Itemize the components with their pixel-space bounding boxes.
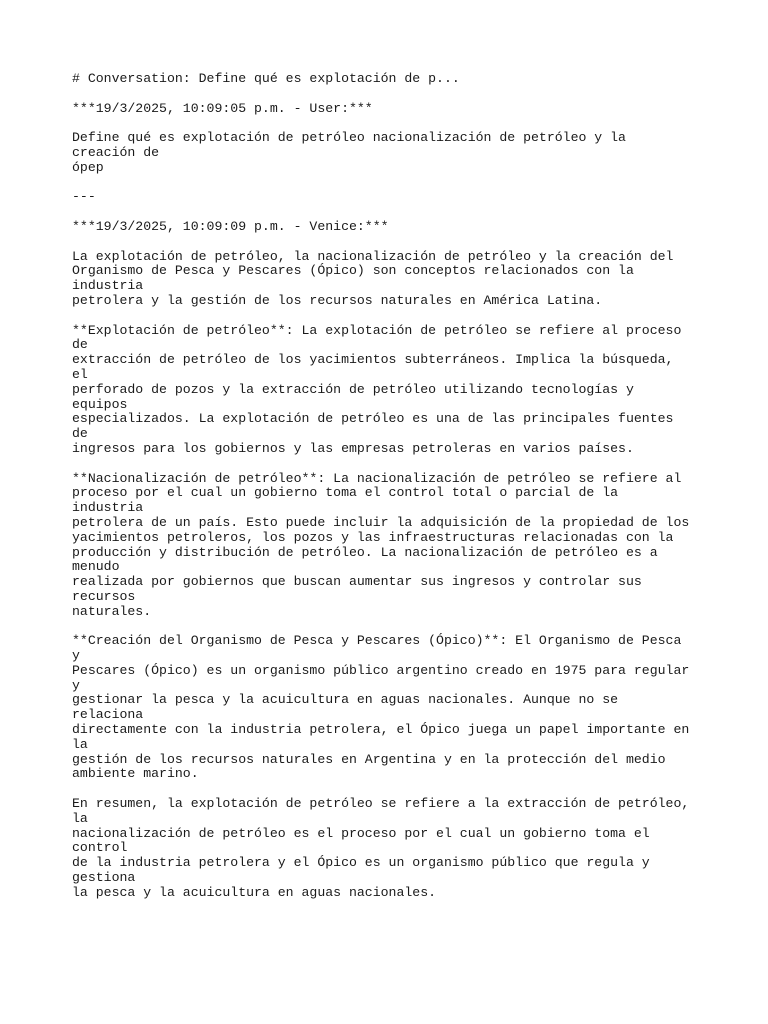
paragraph-opico: **Creación del Organismo de Pesca y Pescares (Ópico)**: El Organismo de Pesca y Pescares (Ópico) es un organismo público argentino creado en 1975 para regular y gestionar la pesca y la acuicultura en aguas nacionales. Aunque no se relaciona directamente con la industria petrolera, el Ópico juega un papel importante en la gestión de los recursos naturales en Argentina y en la protección del medio ambiente marino. [72, 633, 690, 782]
paragraph-intro: La explotación de petróleo, la nacionalización de petróleo y la creación del Organismo de Pesca y Pescares (Ópico) son conceptos relacionados con la industria petrolera y la gestión de los recursos naturales en América Latina. [72, 248, 674, 308]
paragraph-explotacion: **Explotación de petróleo**: La explotación de petróleo se refiere al proceso de extracción de petróleo de los yacimientos subterráneos. Implica la búsqueda, el perforado de pozos y la extracción de petróleo utilizando tecnologías y equipos especializados. La explotación de petróleo es una de las principales fuentes de ingresos para los gobiernos y las empresas petroleras en varios países. [72, 322, 682, 456]
user-message: Define qué es explotación de petróleo nacionalización de petróleo y la creación de ópep [72, 130, 626, 175]
paragraph-nacionalizacion: **Nacionalización de petróleo**: La nacionalización de petróleo se refiere al proceso por el cual un gobierno toma el control total o parcial de la industria petrolera de un país. Esto puede incluir la adquisición de la propiedad de los yacimientos petroleros, los pozos y las infraestructuras relacionadas con la producción y distribución de petróleo. La nacionalización de petróleo es a menudo realizada por gobiernos que buscan aumentar sus ingresos y controlar sus recursos naturales. [72, 470, 690, 619]
assistant-message-header: ***19/3/2025, 10:09:09 p.m. - Venice:*** [72, 218, 389, 234]
user-message-header: ***19/3/2025, 10:09:05 p.m. - User:*** [72, 100, 373, 116]
separator: --- [72, 189, 96, 205]
document-page [72, 72, 696, 915]
paragraph-resumen: En resumen, la explotación de petróleo se refiere a la extracción de petróleo, la nacionalización de petróleo es el proceso por el cual un gobierno toma el control de la industria petrolera y el Ópico es un organismo público que regula y gestiona la pesca y la acuicultura en aguas nacionales. [72, 796, 690, 900]
conversation-heading: # Conversation: Define qué es explotación de p... [72, 71, 460, 86]
